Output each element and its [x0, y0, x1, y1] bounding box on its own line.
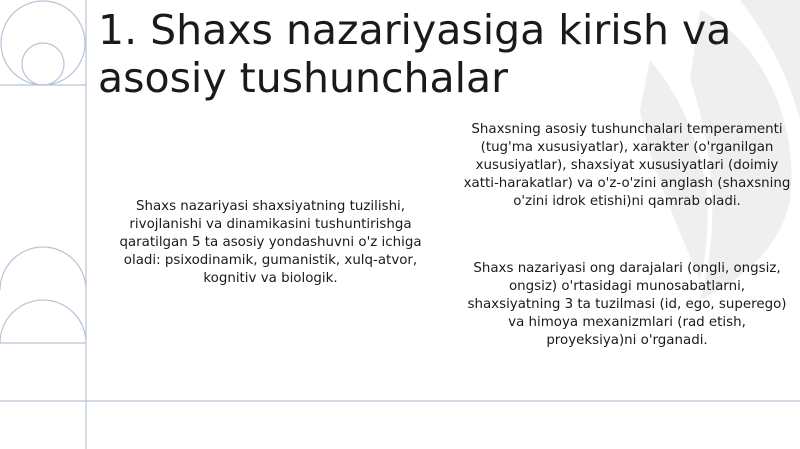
slide-title: 1. Shaxs nazariyasiga kirish va asosiy tushunchalar [98, 6, 732, 102]
paragraph-basic-concepts: Shaxsning asosiy tushunchalari temperamenti (tug'ma xususiyatlar), xarakter (o'rganilgan xususiyatlar), shaxsiyat xususiyatlari (doimiy xatti-harakatlar) va o'z-o'zini anglash (shaxsning o'zini idrok etishi)ni qamrab oladi. [463, 122, 791, 209]
paragraph-theory-approaches: Shaxs nazariyasi shaxsiyatning tuzilishi, rivojlanishi va dinamikasini tushuntirishga qaratilgan 5 ta asosiy yondashuvni o'z ichiga oladi: psixodinamik, gumanistik, xulq-atvor, kognitiv va biologik. [119, 199, 422, 286]
paragraph-consciousness-levels: Shaxs nazariyasi ong darajalari (ongli, ongsiz, ongsiz) o'rtasidagi munosabatlarni, shaxsiyatning 3 ta tuzilmasi (id, ego, superego) va himoya mexanizmlari (rad etish, proyeksiya)ni o'rganadi. [467, 261, 787, 348]
